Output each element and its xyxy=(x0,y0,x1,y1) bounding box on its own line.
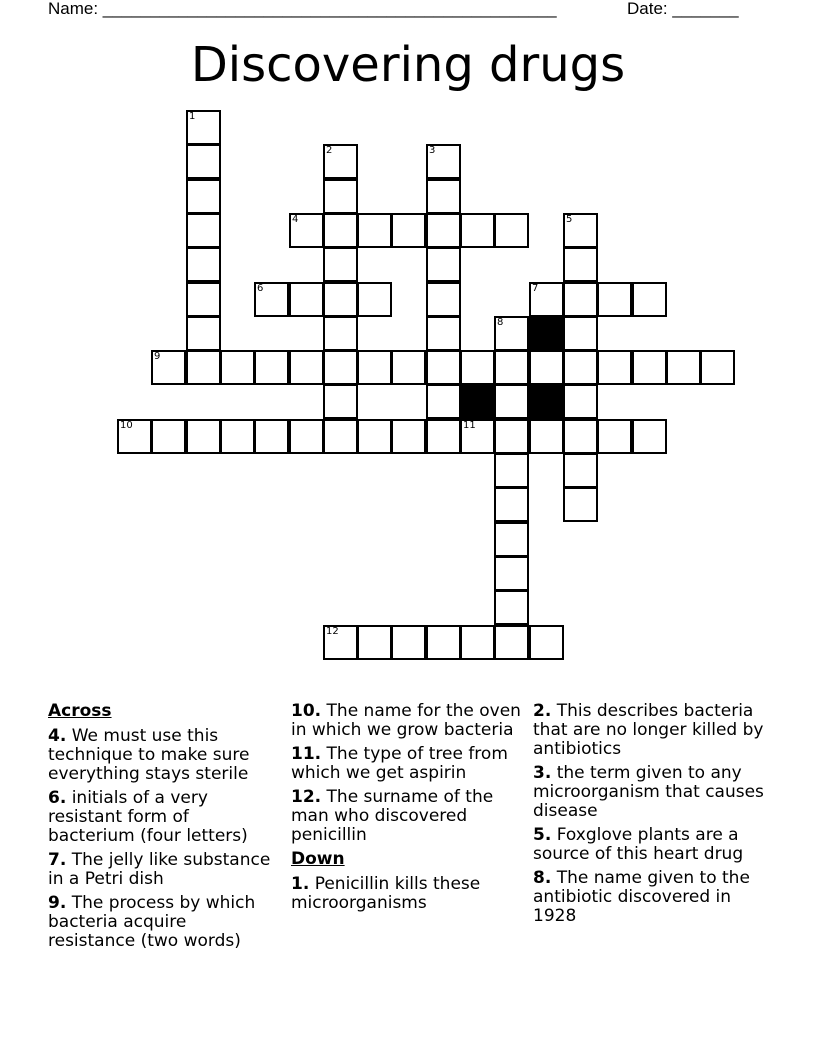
crossword-cell[interactable] xyxy=(426,179,461,214)
crossword-cell[interactable] xyxy=(254,350,289,385)
crossword-cell[interactable] xyxy=(391,350,426,385)
crossword-cell[interactable] xyxy=(494,453,529,488)
crossword-cell[interactable] xyxy=(391,625,426,660)
crossword-cell[interactable] xyxy=(632,419,667,454)
crossword-cell[interactable] xyxy=(117,419,152,454)
crossword-cell[interactable] xyxy=(289,350,324,385)
crossword-cell[interactable] xyxy=(186,179,221,214)
clue-number: 5 xyxy=(566,214,573,225)
crossword-cell[interactable] xyxy=(323,384,358,419)
clue-number: 4 xyxy=(292,214,299,225)
clue-number: 11 xyxy=(463,420,476,431)
clue-down-3: 3. the term given to any microorganism that causes disease xyxy=(533,763,764,821)
crossword-cell[interactable] xyxy=(323,625,358,660)
crossword-cell[interactable] xyxy=(391,213,426,248)
header-row xyxy=(48,0,748,20)
clue-across-11: 11. The type of tree from which we get aspirin xyxy=(291,744,508,783)
crossword-cell[interactable] xyxy=(632,282,667,317)
down-heading: Down xyxy=(291,849,345,869)
clues-column-3 xyxy=(533,702,765,931)
crossword-cell[interactable] xyxy=(494,419,529,454)
clue-number: 7 xyxy=(532,283,539,294)
clue-number: 12 xyxy=(326,626,339,637)
crossword-cell[interactable] xyxy=(529,419,564,454)
crossword-cell[interactable] xyxy=(426,384,461,419)
clues-column-2 xyxy=(291,702,523,918)
crossword-cell[interactable] xyxy=(700,350,735,385)
crossword-cell[interactable] xyxy=(254,419,289,454)
crossword-cell[interactable] xyxy=(323,316,358,351)
crossword-cell[interactable] xyxy=(323,350,358,385)
clue-down-1: 1. Penicillin kills these microorganisms xyxy=(291,874,481,913)
clue-across-10: 10. The name for the oven in which we grow bacteria xyxy=(291,701,521,740)
crossword-cell[interactable] xyxy=(426,625,461,660)
crossword-cell[interactable] xyxy=(357,419,392,454)
crossword-cell[interactable] xyxy=(426,282,461,317)
clue-number: 1 xyxy=(189,111,196,122)
clue-across-6: 6. initials of a very resistant form of bacterium (four letters) xyxy=(48,788,248,846)
crossword-cell[interactable] xyxy=(426,247,461,282)
crossword-block xyxy=(529,316,564,351)
crossword-cell[interactable] xyxy=(563,350,598,385)
clue-number: 8 xyxy=(497,317,504,328)
crossword-cell[interactable] xyxy=(357,625,392,660)
clue-across-7: 7. The jelly like substance in a Petri dish xyxy=(48,850,271,889)
crossword-cell[interactable] xyxy=(357,350,392,385)
crossword-cell[interactable] xyxy=(391,419,426,454)
crossword-cell[interactable] xyxy=(666,350,701,385)
crossword-cell[interactable] xyxy=(186,144,221,179)
crossword-cell[interactable] xyxy=(186,213,221,248)
crossword-cell[interactable] xyxy=(289,213,324,248)
crossword-cell[interactable] xyxy=(426,316,461,351)
crossword-cell[interactable] xyxy=(563,384,598,419)
clue-across-4: 4. We must use this technique to make sure everything stays sterile xyxy=(48,726,250,784)
date-field-label[interactable]: Date: _______ xyxy=(627,0,739,18)
clue-down-2: 2. This describes bacteria that are no longer killed by antibiotics xyxy=(533,701,764,759)
crossword-cell[interactable] xyxy=(220,419,255,454)
crossword-cell[interactable] xyxy=(632,350,667,385)
crossword-cell[interactable] xyxy=(529,625,564,660)
clue-down-8: 8. The name given to the antibiotic discovered in 1928 xyxy=(533,868,750,926)
crossword-cell[interactable] xyxy=(529,350,564,385)
crossword-cell[interactable] xyxy=(494,590,529,625)
crossword-cell[interactable] xyxy=(186,419,221,454)
page-title: Discovering drugs xyxy=(190,37,626,93)
crossword-cell[interactable] xyxy=(563,453,598,488)
clues-column-1 xyxy=(48,702,274,956)
crossword-cell[interactable] xyxy=(357,282,392,317)
crossword-cell[interactable] xyxy=(357,213,392,248)
crossword-cell[interactable] xyxy=(426,213,461,248)
crossword-cell[interactable] xyxy=(597,419,632,454)
crossword-cell[interactable] xyxy=(460,625,495,660)
crossword-cell[interactable] xyxy=(426,350,461,385)
crossword-cell[interactable] xyxy=(323,247,358,282)
across-heading: Across xyxy=(48,701,112,721)
crossword-cell[interactable] xyxy=(426,144,461,179)
crossword-cell[interactable] xyxy=(323,179,358,214)
crossword-cell[interactable] xyxy=(460,350,495,385)
crossword-cell[interactable] xyxy=(563,487,598,522)
crossword-cell[interactable] xyxy=(289,419,324,454)
clue-across-9: 9. The process by which bacteria acquire resistance (two words) xyxy=(48,893,256,951)
crossword-cell[interactable] xyxy=(460,419,495,454)
crossword-cell[interactable] xyxy=(494,625,529,660)
crossword-cell[interactable] xyxy=(323,419,358,454)
clue-across-12: 12. The surname of the man who discovered penicillin xyxy=(291,787,494,845)
crossword-cell[interactable] xyxy=(494,213,529,248)
crossword-cell[interactable] xyxy=(494,487,529,522)
crossword-cell[interactable] xyxy=(563,316,598,351)
crossword-block xyxy=(460,384,495,419)
crossword-cell[interactable] xyxy=(494,350,529,385)
crossword-cell[interactable] xyxy=(289,282,324,317)
crossword-cell[interactable] xyxy=(494,522,529,557)
crossword-cell[interactable] xyxy=(563,247,598,282)
crossword-cell[interactable] xyxy=(426,419,461,454)
crossword-cell[interactable] xyxy=(323,282,358,317)
crossword-cell[interactable] xyxy=(460,213,495,248)
crossword-block xyxy=(529,384,564,419)
crossword-cell[interactable] xyxy=(323,144,358,179)
crossword-cell[interactable] xyxy=(220,350,255,385)
crossword-cell[interactable] xyxy=(323,213,358,248)
clue-number: 6 xyxy=(257,283,264,294)
name-field-label[interactable]: Name: ________________________________________________ xyxy=(48,0,557,18)
crossword-cell[interactable] xyxy=(597,350,632,385)
clue-number: 9 xyxy=(154,351,161,362)
clue-down-5: 5. Foxglove plants are a source of this heart drug xyxy=(533,825,744,864)
clue-number: 2 xyxy=(326,145,333,156)
crossword-cell[interactable] xyxy=(494,316,529,351)
clue-number: 3 xyxy=(429,145,436,156)
crossword-cell[interactable] xyxy=(563,419,598,454)
crossword-cell[interactable] xyxy=(151,350,186,385)
crossword-cell[interactable] xyxy=(186,247,221,282)
crossword-cell[interactable] xyxy=(494,384,529,419)
clue-number: 10 xyxy=(120,420,133,431)
crossword-cell[interactable] xyxy=(563,282,598,317)
crossword-cell[interactable] xyxy=(254,282,289,317)
crossword-cell[interactable] xyxy=(494,556,529,591)
crossword-cell[interactable] xyxy=(529,282,564,317)
crossword-cell[interactable] xyxy=(186,110,221,145)
crossword-cell[interactable] xyxy=(151,419,186,454)
crossword-cell[interactable] xyxy=(563,213,598,248)
crossword-cell[interactable] xyxy=(186,316,221,351)
crossword-cell[interactable] xyxy=(186,282,221,317)
crossword-cell[interactable] xyxy=(597,282,632,317)
crossword-cell[interactable] xyxy=(186,350,221,385)
